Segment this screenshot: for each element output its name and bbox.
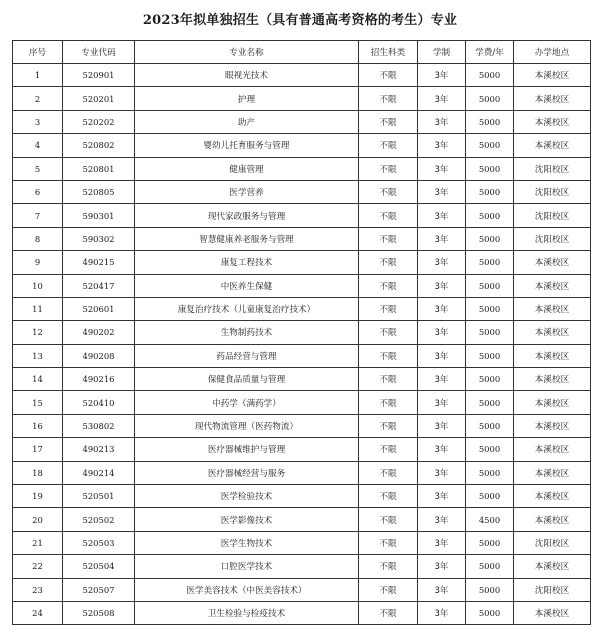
cell-major-name: 现代家政服务与管理 [135,204,359,227]
cell-major-code: 590301 [63,204,135,227]
cell-category: 不限 [359,555,418,578]
cell-major-code: 520508 [63,601,135,624]
cell-tuition: 5000 [466,531,514,554]
cell-index: 3 [13,110,63,133]
cell-campus: 沈阳校区 [514,578,591,601]
cell-tuition: 5000 [466,601,514,624]
cell-duration: 3年 [418,391,466,414]
cell-index: 17 [13,438,63,461]
table-row [13,157,591,180]
cell-major-name: 助产 [135,110,359,133]
cell-tuition: 5000 [466,204,514,227]
cell-duration: 3年 [418,344,466,367]
cell-duration: 3年 [418,204,466,227]
cell-major-code: 490213 [63,438,135,461]
cell-tuition: 5000 [466,110,514,133]
cell-duration: 3年 [418,461,466,484]
cell-campus: 本溪校区 [514,485,591,508]
cell-campus: 本溪校区 [514,297,591,320]
cell-index: 22 [13,555,63,578]
table-row [13,508,591,531]
cell-major-code: 490214 [63,461,135,484]
cell-index: 14 [13,368,63,391]
header-major-name: 专业名称 [135,41,359,64]
cell-tuition: 5000 [466,157,514,180]
cell-category: 不限 [359,87,418,110]
cell-index: 18 [13,461,63,484]
cell-major-name: 健康管理 [135,157,359,180]
cell-duration: 3年 [418,297,466,320]
cell-tuition: 5000 [466,368,514,391]
cell-campus: 本溪校区 [514,438,591,461]
cell-duration: 3年 [418,578,466,601]
cell-category: 不限 [359,368,418,391]
table-row [13,64,591,87]
table-row [13,251,591,274]
cell-campus: 本溪校区 [514,555,591,578]
cell-major-code: 520507 [63,578,135,601]
cell-major-code: 590302 [63,227,135,250]
cell-campus: 本溪校区 [514,508,591,531]
cell-duration: 3年 [418,134,466,157]
cell-category: 不限 [359,461,418,484]
cell-major-name: 医疗器械维护与管理 [135,438,359,461]
cell-duration: 3年 [418,531,466,554]
cell-tuition: 5000 [466,461,514,484]
header-index: 序号 [13,41,63,64]
cell-index: 6 [13,180,63,203]
cell-duration: 3年 [418,555,466,578]
cell-index: 10 [13,274,63,297]
cell-campus: 本溪校区 [514,110,591,133]
cell-category: 不限 [359,531,418,554]
cell-category: 不限 [359,297,418,320]
cell-category: 不限 [359,578,418,601]
cell-duration: 3年 [418,438,466,461]
cell-campus: 本溪校区 [514,461,591,484]
cell-category: 不限 [359,204,418,227]
table-row [13,180,591,203]
table-row [13,227,591,250]
cell-category: 不限 [359,438,418,461]
cell-tuition: 5000 [466,87,514,110]
cell-tuition: 5000 [466,297,514,320]
cell-index: 16 [13,414,63,437]
cell-duration: 3年 [418,508,466,531]
cell-category: 不限 [359,134,418,157]
cell-major-code: 520410 [63,391,135,414]
cell-major-name: 护理 [135,87,359,110]
cell-major-name: 医学美容技术（中医美容技术） [135,578,359,601]
table-row [13,321,591,344]
cell-campus: 本溪校区 [514,368,591,391]
cell-campus: 本溪校区 [514,391,591,414]
header-campus: 办学地点 [514,41,591,64]
cell-index: 13 [13,344,63,367]
cell-category: 不限 [359,344,418,367]
cell-tuition: 5000 [466,227,514,250]
header-category: 招生科类 [359,41,418,64]
cell-major-name: 眼视光技术 [135,64,359,87]
cell-major-name: 口腔医学技术 [135,555,359,578]
cell-campus: 沈阳校区 [514,157,591,180]
cell-major-name: 医疗器械经营与服务 [135,461,359,484]
cell-major-code: 520501 [63,485,135,508]
cell-index: 11 [13,297,63,320]
cell-index: 19 [13,485,63,508]
cell-duration: 3年 [418,227,466,250]
header-duration: 学制 [418,41,466,64]
cell-major-name: 医学检验技术 [135,485,359,508]
cell-major-code: 520503 [63,531,135,554]
cell-campus: 本溪校区 [514,414,591,437]
cell-tuition: 5000 [466,180,514,203]
cell-major-name: 医学生物技术 [135,531,359,554]
cell-category: 不限 [359,180,418,203]
cell-duration: 3年 [418,274,466,297]
cell-major-name: 保健食品质量与管理 [135,368,359,391]
cell-campus: 本溪校区 [514,87,591,110]
cell-major-code: 520202 [63,110,135,133]
cell-category: 不限 [359,485,418,508]
cell-index: 7 [13,204,63,227]
cell-tuition: 5000 [466,344,514,367]
cell-major-code: 520201 [63,87,135,110]
cell-tuition: 5000 [466,578,514,601]
header-major-code: 专业代码 [63,41,135,64]
cell-index: 1 [13,64,63,87]
cell-duration: 3年 [418,601,466,624]
cell-tuition: 5000 [466,555,514,578]
cell-major-name: 医学营养 [135,180,359,203]
table-row [13,485,591,508]
cell-category: 不限 [359,251,418,274]
cell-duration: 3年 [418,87,466,110]
cell-campus: 本溪校区 [514,251,591,274]
cell-campus: 本溪校区 [514,321,591,344]
cell-index: 12 [13,321,63,344]
cell-major-code: 520417 [63,274,135,297]
table-row [13,461,591,484]
cell-duration: 3年 [418,64,466,87]
cell-major-name: 智慧健康养老服务与管理 [135,227,359,250]
cell-tuition: 5000 [466,251,514,274]
cell-tuition: 5000 [466,274,514,297]
table-body [13,64,591,625]
cell-duration: 3年 [418,414,466,437]
document-title: 2023年拟单独招生（具有普通高考资格的考生）专业 [142,13,458,28]
cell-major-name: 卫生检验与检疫技术 [135,601,359,624]
cell-index: 8 [13,227,63,250]
cell-category: 不限 [359,227,418,250]
cell-major-code: 520802 [63,134,135,157]
header-row [13,41,591,64]
cell-category: 不限 [359,157,418,180]
cell-tuition: 5000 [466,391,514,414]
cell-major-code: 520805 [63,180,135,203]
cell-tuition: 4500 [466,508,514,531]
table-row [13,531,591,554]
cell-major-code: 520502 [63,508,135,531]
cell-tuition: 5000 [466,485,514,508]
cell-major-code: 490216 [63,368,135,391]
cell-category: 不限 [359,601,418,624]
cell-duration: 3年 [418,485,466,508]
cell-index: 23 [13,578,63,601]
cell-campus: 沈阳校区 [514,227,591,250]
cell-major-name: 医学影像技术 [135,508,359,531]
cell-major-name: 药品经营与管理 [135,344,359,367]
table-row [13,368,591,391]
cell-major-code: 490215 [63,251,135,274]
cell-duration: 3年 [418,110,466,133]
cell-category: 不限 [359,110,418,133]
cell-index: 20 [13,508,63,531]
cell-index: 15 [13,391,63,414]
cell-major-code: 520601 [63,297,135,320]
cell-major-name: 康复工程技术 [135,251,359,274]
table-row [13,110,591,133]
cell-category: 不限 [359,64,418,87]
cell-major-name: 康复治疗技术（儿童康复治疗技术） [135,297,359,320]
cell-major-name: 婴幼儿托育服务与管理 [135,134,359,157]
table-row [13,204,591,227]
header-tuition: 学费/年 [466,41,514,64]
cell-campus: 本溪校区 [514,344,591,367]
cell-index: 9 [13,251,63,274]
cell-major-name: 中药学（满药学） [135,391,359,414]
cell-category: 不限 [359,274,418,297]
cell-major-code: 520901 [63,64,135,87]
cell-major-name: 现代物流管理（医药物流） [135,414,359,437]
cell-duration: 3年 [418,180,466,203]
table-row [13,87,591,110]
table-row [13,391,591,414]
majors-table [12,40,591,625]
cell-category: 不限 [359,321,418,344]
cell-tuition: 5000 [466,438,514,461]
cell-major-name: 生物制药技术 [135,321,359,344]
cell-duration: 3年 [418,157,466,180]
table-row [13,274,591,297]
cell-campus: 本溪校区 [514,64,591,87]
table-row [13,414,591,437]
table-row [13,438,591,461]
cell-index: 24 [13,601,63,624]
cell-campus: 本溪校区 [514,274,591,297]
table-row [13,297,591,320]
cell-index: 21 [13,531,63,554]
cell-major-code: 520801 [63,157,135,180]
cell-major-code: 520504 [63,555,135,578]
cell-major-code: 490202 [63,321,135,344]
cell-tuition: 5000 [466,64,514,87]
cell-category: 不限 [359,508,418,531]
cell-campus: 本溪校区 [514,134,591,157]
cell-category: 不限 [359,391,418,414]
cell-duration: 3年 [418,368,466,391]
cell-tuition: 5000 [466,321,514,344]
cell-tuition: 5000 [466,414,514,437]
table-row [13,578,591,601]
cell-campus: 沈阳校区 [514,204,591,227]
table-row [13,555,591,578]
cell-index: 5 [13,157,63,180]
cell-major-code: 490208 [63,344,135,367]
cell-campus: 沈阳校区 [514,180,591,203]
cell-campus: 本溪校区 [514,601,591,624]
cell-tuition: 5000 [466,134,514,157]
cell-category: 不限 [359,414,418,437]
table-row [13,344,591,367]
cell-major-code: 530802 [63,414,135,437]
table-row [13,134,591,157]
cell-duration: 3年 [418,321,466,344]
cell-major-name: 中医养生保健 [135,274,359,297]
table-row [13,601,591,624]
cell-index: 4 [13,134,63,157]
cell-index: 2 [13,87,63,110]
cell-campus: 沈阳校区 [514,531,591,554]
cell-duration: 3年 [418,251,466,274]
